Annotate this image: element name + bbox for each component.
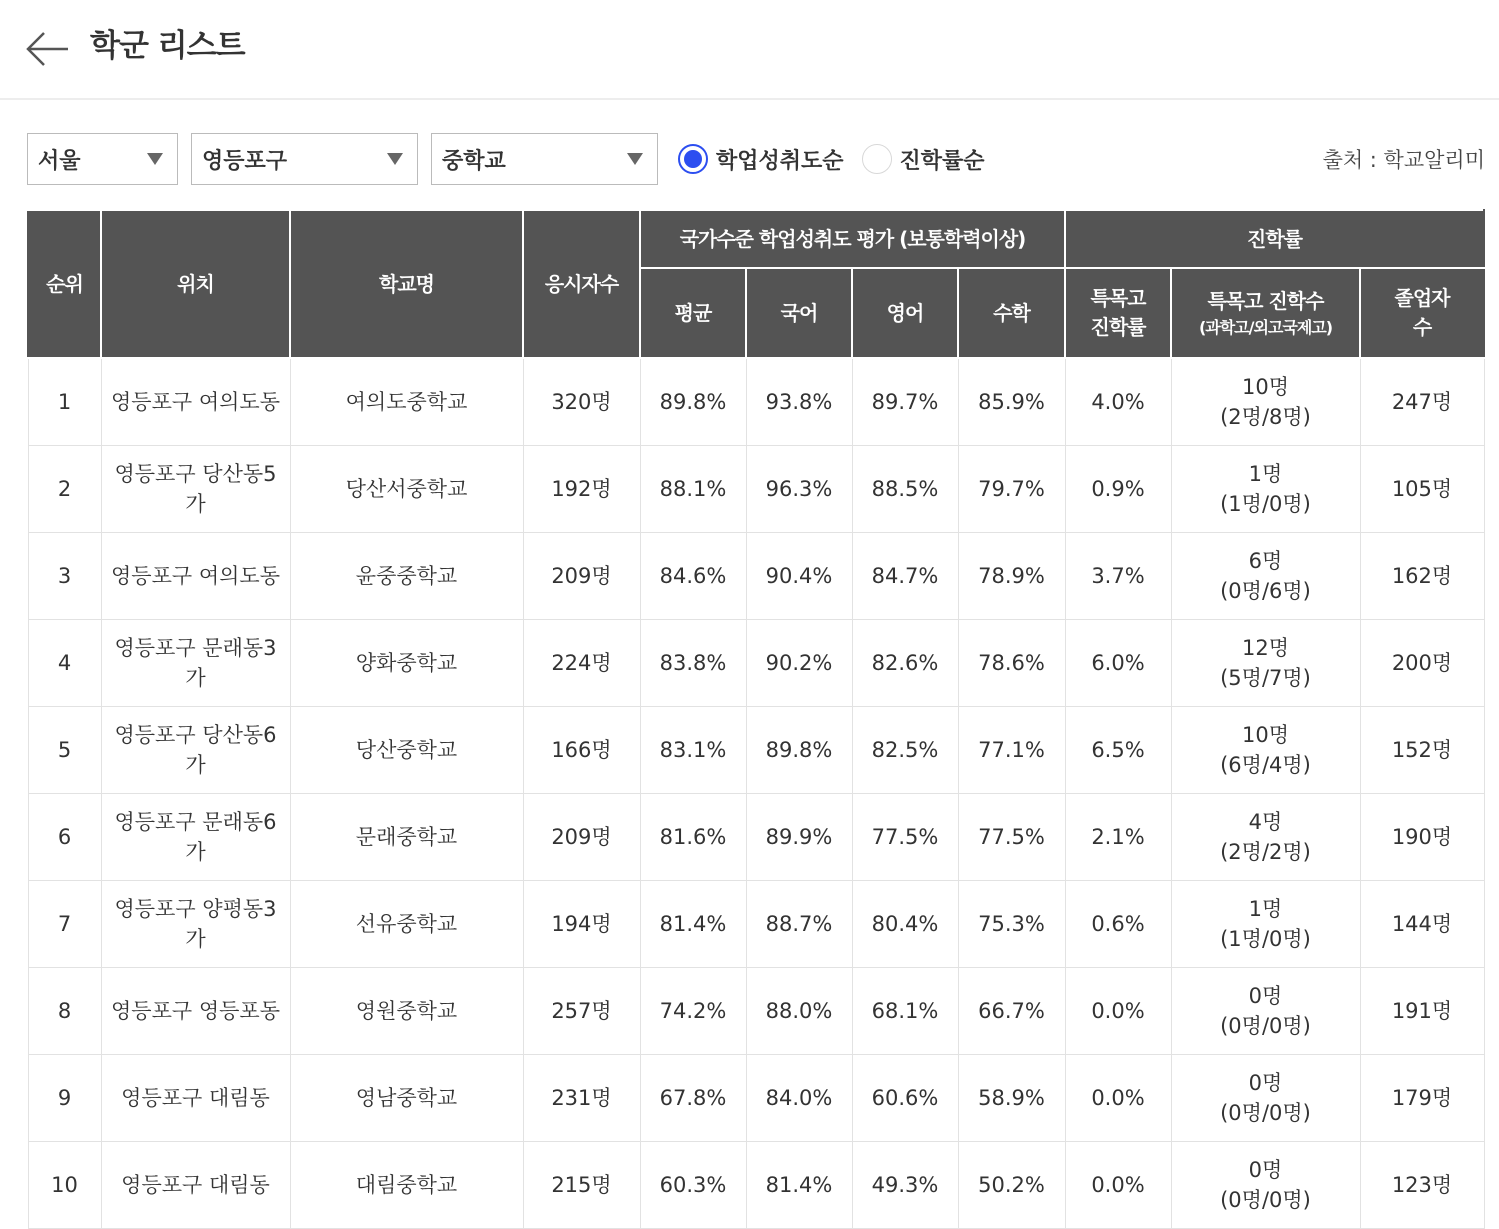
cell-average: 83.8%	[640, 620, 746, 707]
cell-graduates: 179명	[1360, 1055, 1484, 1142]
cell-english: 77.5%	[852, 794, 958, 881]
table-row[interactable]	[28, 1142, 1484, 1229]
cell-math: 79.7%	[958, 446, 1065, 533]
radio-checked-icon[interactable]	[678, 144, 708, 174]
cell-average: 88.1%	[640, 446, 746, 533]
cell-special-count-line2: (5명/7명)	[1220, 666, 1311, 690]
header-special-count-line1: 특목고 진학수	[1207, 288, 1324, 313]
cell-school: 당산서중학교	[290, 446, 523, 533]
cell-english: 82.5%	[852, 707, 958, 794]
table-row[interactable]	[28, 533, 1484, 620]
cell-special-rate: 2.1%	[1065, 794, 1171, 881]
cell-location-line1: 영등포구 여의도동	[111, 389, 280, 414]
cell-english: 49.3%	[852, 1142, 958, 1229]
cell-special-rate: 0.0%	[1065, 1055, 1171, 1142]
header-achievement-group: 국가수준 학업성취도 평가 (보통학력이상)	[640, 210, 1065, 268]
cell-examinees: 209명	[523, 794, 640, 881]
cell-graduates: 191명	[1360, 968, 1484, 1055]
chevron-down-icon	[627, 153, 643, 165]
cell-location	[101, 794, 290, 881]
cell-special-count	[1171, 968, 1360, 1055]
cell-graduates: 200명	[1360, 620, 1484, 707]
header-special-count	[1171, 268, 1360, 358]
cell-location	[101, 1055, 290, 1142]
header-examinees: 응시자수	[523, 210, 640, 358]
cell-english: 82.6%	[852, 620, 958, 707]
cell-location-line1: 영등포구 양평동3	[114, 896, 277, 921]
cell-english: 84.7%	[852, 533, 958, 620]
header-special-rate-line1: 특목고	[1090, 286, 1146, 310]
cell-korean: 84.0%	[746, 1055, 852, 1142]
cell-special-count-line2: (1명/0명)	[1220, 927, 1311, 951]
table-row[interactable]	[28, 1055, 1484, 1142]
cell-examinees: 166명	[523, 707, 640, 794]
cell-school: 영남중학교	[290, 1055, 523, 1142]
cell-graduates: 105명	[1360, 446, 1484, 533]
cell-english: 60.6%	[852, 1055, 958, 1142]
cell-special-count-line2: (0명/0명)	[1220, 1101, 1311, 1125]
cell-location-line2: 가	[185, 927, 206, 951]
cell-school: 문래중학교	[290, 794, 523, 881]
cell-special-count	[1171, 1142, 1360, 1229]
cell-average: 81.4%	[640, 881, 746, 968]
cell-location	[101, 358, 290, 446]
cell-special-count-line2: (2명/2명)	[1220, 840, 1311, 864]
cell-math: 78.9%	[958, 533, 1065, 620]
cell-location-line2: 가	[185, 666, 206, 690]
cell-english: 68.1%	[852, 968, 958, 1055]
header-graduates	[1360, 268, 1484, 358]
cell-location-line1: 영등포구 당산동6	[114, 722, 277, 747]
school-type-select[interactable]	[431, 133, 658, 185]
cell-school: 당산중학교	[290, 707, 523, 794]
cell-location-line1: 영등포구 당산동5	[114, 461, 277, 486]
cell-special-count	[1171, 446, 1360, 533]
cell-special-rate: 0.9%	[1065, 446, 1171, 533]
cell-math: 75.3%	[958, 881, 1065, 968]
cell-korean: 88.7%	[746, 881, 852, 968]
cell-special-count-line1: 0명	[1248, 1070, 1283, 1095]
chevron-down-icon	[147, 153, 163, 165]
table-row[interactable]	[28, 707, 1484, 794]
table-row[interactable]	[28, 968, 1484, 1055]
cell-rank: 6	[28, 794, 101, 881]
cell-graduates: 162명	[1360, 533, 1484, 620]
cell-location-line1: 영등포구 여의도동	[111, 563, 280, 588]
cell-location-line2: 가	[185, 753, 206, 777]
sort-achievement-radio[interactable]	[678, 144, 844, 175]
cell-special-count-line1: 1명	[1248, 896, 1283, 921]
cell-special-count	[1171, 358, 1360, 446]
cell-examinees: 194명	[523, 881, 640, 968]
cell-special-count-line1: 12명	[1241, 635, 1289, 660]
cell-location-line1: 영등포구 영등포동	[111, 998, 280, 1023]
cell-average: 84.6%	[640, 533, 746, 620]
school-ranking-table	[27, 209, 1485, 1229]
cell-english: 88.5%	[852, 446, 958, 533]
cell-math: 85.9%	[958, 358, 1065, 446]
cell-special-rate: 3.7%	[1065, 533, 1171, 620]
cell-special-count	[1171, 1055, 1360, 1142]
cell-rank: 3	[28, 533, 101, 620]
header-korean: 국어	[746, 268, 852, 358]
radio-unchecked-icon[interactable]	[862, 144, 892, 174]
cell-korean: 90.4%	[746, 533, 852, 620]
cell-location	[101, 620, 290, 707]
cell-korean: 89.9%	[746, 794, 852, 881]
cell-special-rate: 0.6%	[1065, 881, 1171, 968]
cell-rank: 1	[28, 358, 101, 446]
cell-school: 선유중학교	[290, 881, 523, 968]
table-row[interactable]	[28, 446, 1484, 533]
cell-special-count-line1: 6명	[1248, 548, 1283, 573]
cell-special-count-line2: (1명/0명)	[1220, 492, 1311, 516]
header-math: 수학	[958, 268, 1065, 358]
header-graduates-line1: 졸업자	[1394, 286, 1450, 310]
cell-korean: 88.0%	[746, 968, 852, 1055]
cell-special-count	[1171, 707, 1360, 794]
chevron-down-icon	[387, 153, 403, 165]
cell-school: 대림중학교	[290, 1142, 523, 1229]
cell-english: 89.7%	[852, 358, 958, 446]
cell-rank: 8	[28, 968, 101, 1055]
cell-location-line1: 영등포구 대림동	[121, 1172, 270, 1197]
cell-special-count-line1: 0명	[1248, 983, 1283, 1008]
cell-special-rate: 4.0%	[1065, 358, 1171, 446]
cell-korean: 93.8%	[746, 358, 852, 446]
cell-location-line1: 영등포구 문래동6	[114, 809, 277, 834]
cell-examinees: 215명	[523, 1142, 640, 1229]
cell-school: 영원중학교	[290, 968, 523, 1055]
region-select[interactable]	[27, 133, 178, 185]
cell-korean: 90.2%	[746, 620, 852, 707]
school-type-select-value: 중학교	[442, 148, 506, 174]
table-row[interactable]	[28, 620, 1484, 707]
cell-math: 58.9%	[958, 1055, 1065, 1142]
cell-location-line1: 영등포구 문래동3	[114, 635, 277, 660]
header-special-count-line2: (과학고/외고국제고)	[1198, 317, 1333, 337]
cell-school: 여의도중학교	[290, 358, 523, 446]
cell-graduates: 190명	[1360, 794, 1484, 881]
cell-graduates: 144명	[1360, 881, 1484, 968]
cell-location	[101, 881, 290, 968]
cell-examinees: 224명	[523, 620, 640, 707]
cell-graduates: 247명	[1360, 358, 1484, 446]
cell-special-count-line1: 10명	[1241, 722, 1289, 747]
cell-graduates: 123명	[1360, 1142, 1484, 1229]
header-advancement-group: 진학률	[1065, 210, 1484, 268]
cell-school: 양화중학교	[290, 620, 523, 707]
cell-special-count-line1: 0명	[1248, 1157, 1283, 1182]
cell-special-count	[1171, 620, 1360, 707]
cell-location	[101, 446, 290, 533]
cell-location	[101, 968, 290, 1055]
cell-english: 80.4%	[852, 881, 958, 968]
cell-math: 78.6%	[958, 620, 1065, 707]
cell-korean: 89.8%	[746, 707, 852, 794]
cell-location-line2: 가	[185, 840, 206, 864]
header-special-rate-line2: 진학률	[1090, 315, 1146, 339]
cell-special-count	[1171, 533, 1360, 620]
cell-rank: 2	[28, 446, 101, 533]
cell-rank: 4	[28, 620, 101, 707]
table-row[interactable]	[28, 358, 1484, 446]
cell-special-count-line1: 10명	[1241, 374, 1289, 399]
cell-special-count	[1171, 794, 1360, 881]
cell-rank: 10	[28, 1142, 101, 1229]
cell-math: 50.2%	[958, 1142, 1065, 1229]
header-english: 영어	[852, 268, 958, 358]
cell-special-rate: 0.0%	[1065, 968, 1171, 1055]
cell-average: 81.6%	[640, 794, 746, 881]
table-body	[28, 358, 1484, 1229]
cell-examinees: 209명	[523, 533, 640, 620]
cell-special-count-line1: 4명	[1248, 809, 1283, 834]
page-header	[0, 0, 1499, 100]
cell-rank: 9	[28, 1055, 101, 1142]
cell-average: 60.3%	[640, 1142, 746, 1229]
cell-special-count-line2: (6명/4명)	[1220, 753, 1311, 777]
cell-examinees: 192명	[523, 446, 640, 533]
cell-location-line1: 영등포구 대림동	[121, 1085, 270, 1110]
cell-special-rate: 6.0%	[1065, 620, 1171, 707]
header-rank: 순위	[28, 210, 101, 358]
source-text: 출처 : 학교알리미	[1322, 148, 1485, 172]
cell-location	[101, 533, 290, 620]
header-special-rate	[1065, 268, 1171, 358]
cell-math: 66.7%	[958, 968, 1065, 1055]
sort-achievement-label: 학업성취도순	[716, 148, 844, 174]
region-select-value: 서울	[38, 148, 81, 174]
cell-average: 74.2%	[640, 968, 746, 1055]
district-select[interactable]	[191, 133, 418, 185]
cell-examinees: 320명	[523, 358, 640, 446]
header-graduates-line2: 수	[1412, 315, 1432, 339]
cell-location	[101, 1142, 290, 1229]
sort-advancement-label: 진학률순	[899, 148, 985, 174]
cell-special-count-line2: (2명/8명)	[1220, 405, 1311, 429]
cell-special-rate: 0.0%	[1065, 1142, 1171, 1229]
cell-school: 윤중중학교	[290, 533, 523, 620]
cell-average: 89.8%	[640, 358, 746, 446]
page-title: 학군 리스트	[90, 27, 245, 64]
cell-examinees: 231명	[523, 1055, 640, 1142]
cell-graduates: 152명	[1360, 707, 1484, 794]
cell-average: 67.8%	[640, 1055, 746, 1142]
back-arrow-icon[interactable]	[24, 29, 70, 69]
cell-korean: 96.3%	[746, 446, 852, 533]
cell-special-count-line1: 1명	[1248, 461, 1283, 486]
header-average: 평균	[640, 268, 746, 358]
cell-average: 83.1%	[640, 707, 746, 794]
header-school: 학교명	[290, 210, 523, 358]
cell-rank: 5	[28, 707, 101, 794]
sort-advancement-radio[interactable]	[862, 144, 985, 175]
cell-math: 77.5%	[958, 794, 1065, 881]
table-row[interactable]	[28, 794, 1484, 881]
cell-examinees: 257명	[523, 968, 640, 1055]
cell-location-line2: 가	[185, 492, 206, 516]
district-select-value: 영등포구	[202, 148, 288, 174]
cell-special-count-line2: (0명/0명)	[1220, 1014, 1311, 1038]
filter-bar	[27, 133, 1485, 185]
cell-rank: 7	[28, 881, 101, 968]
cell-math: 77.1%	[958, 707, 1065, 794]
cell-special-rate: 6.5%	[1065, 707, 1171, 794]
header-location: 위치	[101, 210, 290, 358]
cell-special-count	[1171, 881, 1360, 968]
table-row[interactable]	[28, 881, 1484, 968]
cell-special-count-line2: (0명/6명)	[1220, 579, 1311, 603]
cell-special-count-line2: (0명/0명)	[1220, 1188, 1311, 1212]
cell-location	[101, 707, 290, 794]
cell-korean: 81.4%	[746, 1142, 852, 1229]
